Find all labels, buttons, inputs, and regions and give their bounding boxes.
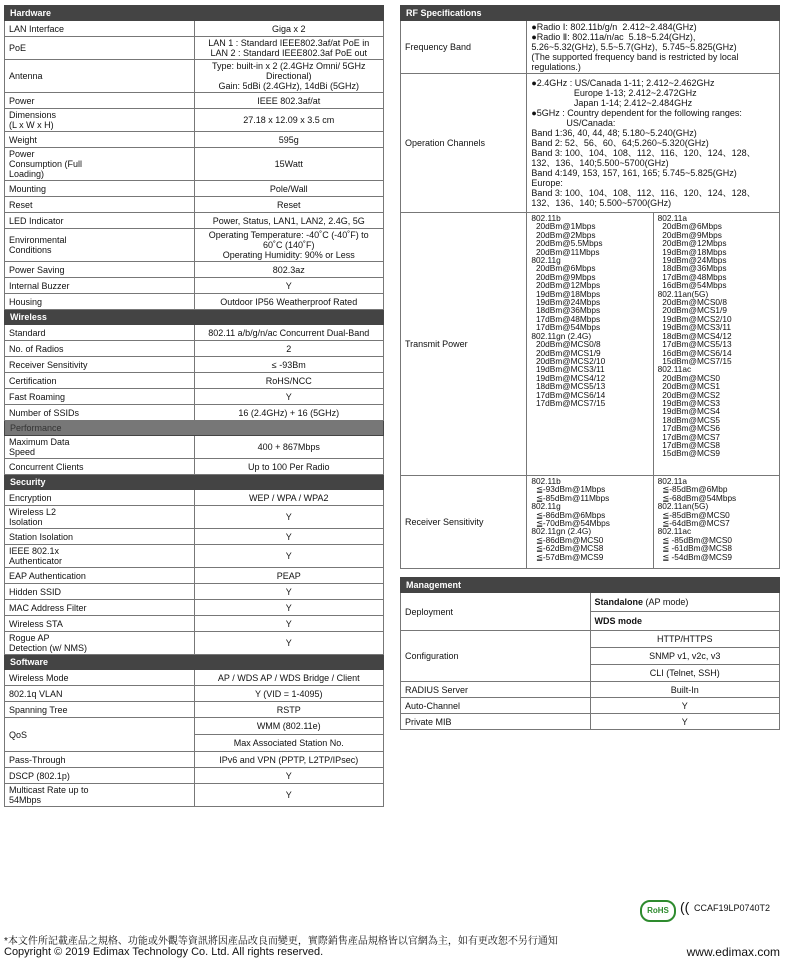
spec-value: Max Associated Station No. — [194, 735, 384, 752]
spec-row-power-consumption-full-loading — [5, 148, 384, 181]
spec-row-environmental-conditions — [5, 229, 384, 262]
management-spec-table — [400, 577, 780, 730]
spec-key: Wireless Mode — [5, 670, 195, 686]
spec-row-rogue-ap-detection-w-nms — [5, 632, 384, 655]
spec-key: Deployment — [401, 593, 591, 631]
spec-value: Reset — [194, 197, 384, 213]
spec-row-concurrent-clients — [5, 459, 384, 475]
spec-value: IEEE 802.3af/at — [194, 93, 384, 109]
spec-value: 15Watt — [194, 148, 384, 181]
spec-key: IEEE 802.1x Authenticator — [5, 545, 195, 568]
section-title: Hardware — [5, 6, 384, 21]
spec-row-power — [5, 93, 384, 109]
spec-row-transmit-power — [401, 213, 780, 476]
spec-row-wireless-mode — [5, 670, 384, 686]
spec-row-encryption — [5, 490, 384, 506]
spec-value-col2: 802.11a 20dBm@6Mbps 20dBm@9Mbps 20dBm@12Mbps 19dBm@18Mbps 19dBm@24Mbps 18dBm@36Mbps 17dBm@48Mbps 16dBm@54Mbps 802.11an(5G) 20dBm@MCS0/8 20dBm@MCS1/9 19dBm@MCS2/10 19dBm@MCS3/11 18dBm@MCS4/12 17dBm@MCS5/13 16dBm@MCS6/14 15dBm@MCS7/15 802.11ac 20dBm@MCS0 20dBm@MCS1 20dBm@MCS2 19dBm@MCS3 19dBm@MCS4 18dBm@MCS5 17dBm@MCS6 17dBm@MCS7 17dBm@MCS8 15dBm@MCS9 — [653, 213, 779, 476]
spec-row-receiver-sensitivity — [5, 357, 384, 373]
spec-value-col2: 802.11a ≦-85dBm@6Mbp ≦-68dBm@54Mbps 802.11an(5G) ≦-85dBm@MCS0 ≦-64dBm@MCS7 802.11ac ≦ -85dBm@MCS0 ≦ -61dBm@MCS8 ≦ -54dBm@MCS9 — [653, 476, 779, 569]
spec-row-weight — [5, 132, 384, 148]
deployment-standalone: Standalone — [594, 597, 644, 607]
deployment-standalone-mode: (AP mode) — [643, 597, 689, 607]
spec-row-power-saving — [5, 262, 384, 278]
spec-value: PEAP — [194, 568, 384, 584]
spec-key: LAN Interface — [5, 21, 195, 37]
spec-key: PoE — [5, 37, 195, 60]
spec-value: ●2.4GHz : US/Canada 1-11; 2.412~2.462GHz Europe 1-13; 2.412~2.472GHz Japan 1-14; 2.412~2.484GHz ●5GHz : Country dependent for the following ranges: US/Canada: Band 1:36, 40, 44, 48; 5.180~5.240(GHz) Band 2: 52、56、60、64;5.260~5.320(GHz) Band 3: 100、104、108、112、116、120、124、128、 132、136、140;5.500~5700(GHz) Band 4:149, 153, 157, 161, 165; 5.745~5.825(GHz) Europe: Band 3: 100、104、108、112、116、120、124、128、 132、136、140; 5.500~5700(GHz) — [527, 74, 780, 213]
certification-logos — [636, 897, 786, 925]
spec-value: IPv6 and VPN (PPTP, L2TP/IPsec) — [194, 752, 384, 768]
spec-row-antenna — [5, 60, 384, 93]
section-header-management — [401, 578, 780, 593]
left-spec-table — [4, 5, 384, 807]
spec-row-internal-buzzer — [5, 278, 384, 294]
section-header-wireless — [5, 310, 384, 325]
spec-row-spanning-tree — [5, 702, 384, 718]
spec-row-radius-server — [401, 682, 780, 698]
spec-row-fast-roaming — [5, 389, 384, 405]
section-header-performance — [5, 421, 384, 436]
spec-key: Encryption — [5, 490, 195, 506]
spec-value: Y — [194, 784, 384, 807]
spec-row-lan-interface — [5, 21, 384, 37]
spec-row-housing — [5, 294, 384, 310]
website-link[interactable]: www.edimax.com — [686, 945, 780, 959]
spec-key: Power Saving — [5, 262, 195, 278]
rohs-logo: RoHS — [640, 900, 676, 922]
spec-value: ≤ -93Bm — [194, 357, 384, 373]
config-value-3: CLI (Telnet, SSH) — [590, 665, 780, 682]
section-title: Performance — [5, 421, 384, 436]
ncc-cert-code: CCAF19LP0740T2 — [694, 903, 771, 913]
spec-key: Internal Buzzer — [5, 278, 195, 294]
spec-key: Hidden SSID — [5, 584, 195, 600]
spec-value: Y — [194, 278, 384, 294]
right-spec-column — [400, 5, 780, 730]
spec-value: Built-In — [590, 682, 780, 698]
spec-value: 16 (2.4GHz) + 16 (5GHz) — [194, 405, 384, 421]
spec-key: Wireless L2 Isolation — [5, 506, 195, 529]
spec-row-dscp-802-1p — [5, 768, 384, 784]
spec-key: Frequency Band — [401, 21, 527, 74]
spec-value: 802.3az — [194, 262, 384, 278]
spec-value: LAN 1 : Standard IEEE802.3af/at PoE in LAN 2 : Standard IEEE802.3af PoE out — [194, 37, 384, 60]
spec-key: MAC Address Filter — [5, 600, 195, 616]
spec-value: Y — [194, 545, 384, 568]
spec-value: Y — [194, 600, 384, 616]
spec-key: Receiver Sensitivity — [5, 357, 195, 373]
spec-key: Concurrent Clients — [5, 459, 195, 475]
spec-row-standard — [5, 325, 384, 341]
section-title: Security — [5, 475, 384, 490]
section-title: Software — [5, 655, 384, 670]
spec-row-pass-through — [5, 752, 384, 768]
spec-value: WMM (802.11e) — [194, 718, 384, 735]
spec-value: 27.18 x 12.09 x 3.5 cm — [194, 109, 384, 132]
spec-key: Dimensions (L x W x H) — [5, 109, 195, 132]
spec-key: Power Consumption (Full Loading) — [5, 148, 195, 181]
spec-value: Y — [194, 632, 384, 655]
spec-value: 595g — [194, 132, 384, 148]
spec-row-wireless-l2-isolation — [5, 506, 384, 529]
spec-value: RSTP — [194, 702, 384, 718]
spec-key: Number of SSIDs — [5, 405, 195, 421]
spec-key: Receiver Sensitivity — [401, 476, 527, 569]
spec-value: AP / WDS AP / WDS Bridge / Client — [194, 670, 384, 686]
spec-row-auto-channel — [401, 698, 780, 714]
config-value-1: HTTP/HTTPS — [590, 631, 780, 648]
spec-value: Y — [194, 584, 384, 600]
spec-row-private-mib — [401, 714, 780, 730]
section-header-hardware — [5, 6, 384, 21]
spec-key: Housing — [5, 294, 195, 310]
spec-row-receiver-sensitivity — [401, 476, 780, 569]
spec-key: Reset — [5, 197, 195, 213]
section-title: RF Specifications — [401, 6, 780, 21]
spec-key: Environmental Conditions — [5, 229, 195, 262]
spec-key: Configuration — [401, 631, 591, 682]
spec-row-led-indicator — [5, 213, 384, 229]
spec-row-qos — [5, 718, 384, 735]
spec-value — [590, 593, 780, 612]
spec-value: Type: built-in x 2 (2.4GHz Omni/ 5GHz Directional) Gain: 5dBi (2.4GHz), 14dBi (5GHz) — [194, 60, 384, 93]
spec-value: Y — [194, 389, 384, 405]
spec-key: Rogue AP Detection (w/ NMS) — [5, 632, 195, 655]
spec-key: Certification — [5, 373, 195, 389]
spec-value: RoHS/NCC — [194, 373, 384, 389]
spec-row-configuration — [401, 631, 780, 648]
section-title: Wireless — [5, 310, 384, 325]
spec-row-operation-channels — [401, 74, 780, 213]
spec-value: Y — [590, 714, 780, 730]
spec-key: Antenna — [5, 60, 195, 93]
rf-spec-table — [400, 5, 780, 569]
spec-key: Spanning Tree — [5, 702, 195, 718]
deployment-wds: WDS mode — [590, 612, 780, 631]
spec-value: 802.11 a/b/g/n/ac Concurrent Dual-Band — [194, 325, 384, 341]
spec-row-ieee-802-1x-authenticator — [5, 545, 384, 568]
section-header-security — [5, 475, 384, 490]
spec-key: Station Isolation — [5, 529, 195, 545]
spec-row-frequency-band — [401, 21, 780, 74]
spec-key: 802.1q VLAN — [5, 686, 195, 702]
spec-value: WEP / WPA / WPA2 — [194, 490, 384, 506]
section-header-software — [5, 655, 384, 670]
spec-value: Y — [194, 616, 384, 632]
spec-key: Fast Roaming — [5, 389, 195, 405]
spec-key: Private MIB — [401, 714, 591, 730]
copyright: Copyright © 2019 Edimax Technology Co. Ltd. All rights reserved. — [4, 946, 324, 958]
spec-key: Mounting — [5, 181, 195, 197]
spec-key: QoS — [5, 718, 195, 752]
spec-row-dimensions-l-x-w-x-h — [5, 109, 384, 132]
spec-value: Power, Status, LAN1, LAN2, 2.4G, 5G — [194, 213, 384, 229]
spec-key: DSCP (802.1p) — [5, 768, 195, 784]
spec-key: Standard — [5, 325, 195, 341]
spec-key: Pass-Through — [5, 752, 195, 768]
spec-value-col1: 802.11b 20dBm@1Mbps 20dBm@2Mbps 20dBm@5.5Mbps 20dBm@11Mbps 802.11g 20dBm@6Mbps 20dBm@9Mbps 20dBm@12Mbps 19dBm@18Mbps 19dBm@24Mbps 18dBm@36Mbps 17dBm@48Mbps 17dBm@54Mbps 802.11gn (2.4G) 20dBm@MCS0/8 20dBm@MCS1/9 20dBm@MCS2/10 19dBm@MCS3/11 19dBm@MCS4/12 18dBm@MCS5/13 17dBm@MCS6/14 17dBm@MCS7/15 — [527, 213, 653, 476]
spec-row-certification — [5, 373, 384, 389]
spec-value: Outdoor IP56 Weatherproof Rated — [194, 294, 384, 310]
spec-row-wireless-sta — [5, 616, 384, 632]
spec-row-mac-address-filter — [5, 600, 384, 616]
spec-row-poe — [5, 37, 384, 60]
spec-key: Transmit Power — [401, 213, 527, 476]
ncc-waves-icon: (( — [680, 899, 690, 915]
spec-row-multicast-rate-up-to-54mbps — [5, 784, 384, 807]
spec-row-maximum-data-speed — [5, 436, 384, 459]
section-header-rf — [401, 6, 780, 21]
spec-value: 400 + 867Mbps — [194, 436, 384, 459]
spec-row-mounting — [5, 181, 384, 197]
spec-row-deployment — [401, 593, 780, 612]
section-title: Management — [401, 578, 780, 593]
spec-key: Wireless STA — [5, 616, 195, 632]
spec-key: EAP Authentication — [5, 568, 195, 584]
spec-key: No. of Radios — [5, 341, 195, 357]
spec-key: Auto-Channel — [401, 698, 591, 714]
spec-row-802-1q-vlan — [5, 686, 384, 702]
spec-key: Operation Channels — [401, 74, 527, 213]
spec-key: LED Indicator — [5, 213, 195, 229]
spec-value-col1: 802.11b ≦-93dBm@1Mbps ≦-85dBm@11Mbps 802.11g ≦-86dBm@6Mbps ≦-70dBm@54Mbps 802.11gn (2.4G) ≦-86dBm@MCS0 ≦-62dBm@MCS8 ≦-57dBm@MCS9 — [527, 476, 653, 569]
disclaimer-note: *本文件所記載產品之規格、功能或外觀等資訊將因產品改良而變更，實際銷售產品規格皆以官網為主，如有更改恕不另行通知 — [4, 936, 558, 947]
spec-value: Giga x 2 — [194, 21, 384, 37]
spec-row-eap-authentication — [5, 568, 384, 584]
spec-value: Pole/Wall — [194, 181, 384, 197]
spec-key: Multicast Rate up to 54Mbps — [5, 784, 195, 807]
spec-value: ●Radio Ⅰ: 802.11b/g/n 2.412~2.484(GHz) ●Radio Ⅱ: 802.11a/n/ac 5.18~5.24(GHz), 5.26~5.32(GHz), 5.5~5.7(GHz), 5.745~5.825(GHz) (The supported frequency band is restricted by local regulations.) — [527, 21, 780, 74]
spec-row-hidden-ssid — [5, 584, 384, 600]
spec-key: Maximum Data Speed — [5, 436, 195, 459]
spec-key: Weight — [5, 132, 195, 148]
spec-row-no-of-radios — [5, 341, 384, 357]
spec-row-station-isolation — [5, 529, 384, 545]
spec-key: RADIUS Server — [401, 682, 591, 698]
spec-row-reset — [5, 197, 384, 213]
spec-value: Y — [194, 768, 384, 784]
left-spec-column — [4, 5, 384, 807]
spec-row-number-of-ssids — [5, 405, 384, 421]
spec-value: Up to 100 Per Radio — [194, 459, 384, 475]
spec-key: Power — [5, 93, 195, 109]
spec-value: Operating Temperature: -40˚C (-40˚F) to 60˚C (140˚F) Operating Humidity: 90% or Less — [194, 229, 384, 262]
spec-value: Y — [194, 506, 384, 529]
spec-value: Y (VID = 1-4095) — [194, 686, 384, 702]
spec-value: 2 — [194, 341, 384, 357]
spec-value: Y — [590, 698, 780, 714]
config-value-2: SNMP v1, v2c, v3 — [590, 648, 780, 665]
spec-value: Y — [194, 529, 384, 545]
